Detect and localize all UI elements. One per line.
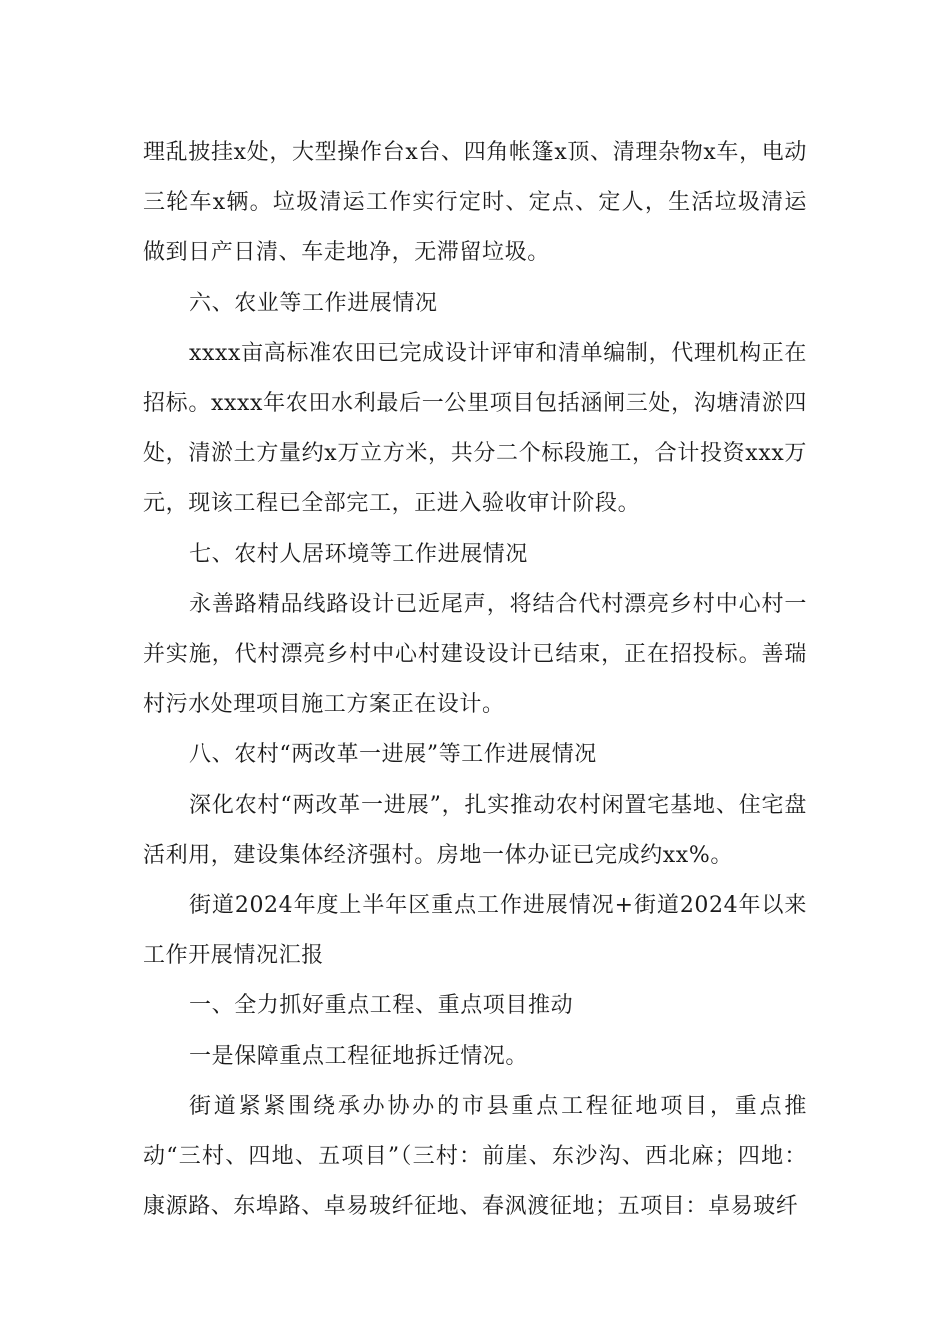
section-heading-key-projects: 一、全力抓好重点工程、重点项目推动 <box>189 993 574 1019</box>
report-title: 街道2024年度上半年区重点工作进展情况+街道2024年以来工作开展情况汇报 <box>143 893 807 969</box>
section-heading-reform: 八、农村“两改革一进展”等工作进展情况 <box>189 742 597 768</box>
subheading-land-acquisition: 一是保障重点工程征地拆迁情况。 <box>189 1043 529 1069</box>
paragraph-continuation: 理乱披挂x处，大型操作台x台、四角帐篷x顶、清理杂物x车，电动三轮车x辆。垃圾清运工作实行定时、定点、定人，生活垃圾清运做到日产日清、车走地净，无滞留垃圾。 <box>143 140 807 266</box>
paragraph-route-design: 永善路精品线路设计已近尾声，将结合代村漂亮乡村中心村一并实施，代村漂亮乡村中心村建设设计已结束，正在招投标。善瑞村污水处理项目施工方案正在设计。 <box>143 591 807 718</box>
paragraph-land-acquisition: 街道紧紧围绕承办协办的市县重点工程征地项目，重点推动“三村、四地、五项目”（三村：前崖、东沙沟、西北麻；四地：康源路、东埠路、卓易玻纤征地、春沨渡征地；五项目：卓易玻纤 <box>143 1093 807 1220</box>
section-heading-living-environment: 七、农村人居环境等工作进展情况 <box>189 541 529 567</box>
paragraph-reform: 深化农村“两改革一进展”，扎实推动农村闲置宅基地、住宅盘活利用，建设集体经济强村。房地一体办证已完成约xx%。 <box>143 792 807 868</box>
paragraph-farmland: xxxx亩高标准农田已完成设计评审和清单编制，代理机构正在招标。xxxx年农田水利最后一公里项目包括涵闸三处，沟塘清淤四处，清淤土方量约x万立方米，共分二个标段施工，合计投资xxx万元，现该工程已全部完工，正进入验收审计阶段。 <box>143 340 807 517</box>
document-body <box>143 128 807 1232</box>
section-heading-agriculture: 六、农业等工作进展情况 <box>189 290 438 316</box>
